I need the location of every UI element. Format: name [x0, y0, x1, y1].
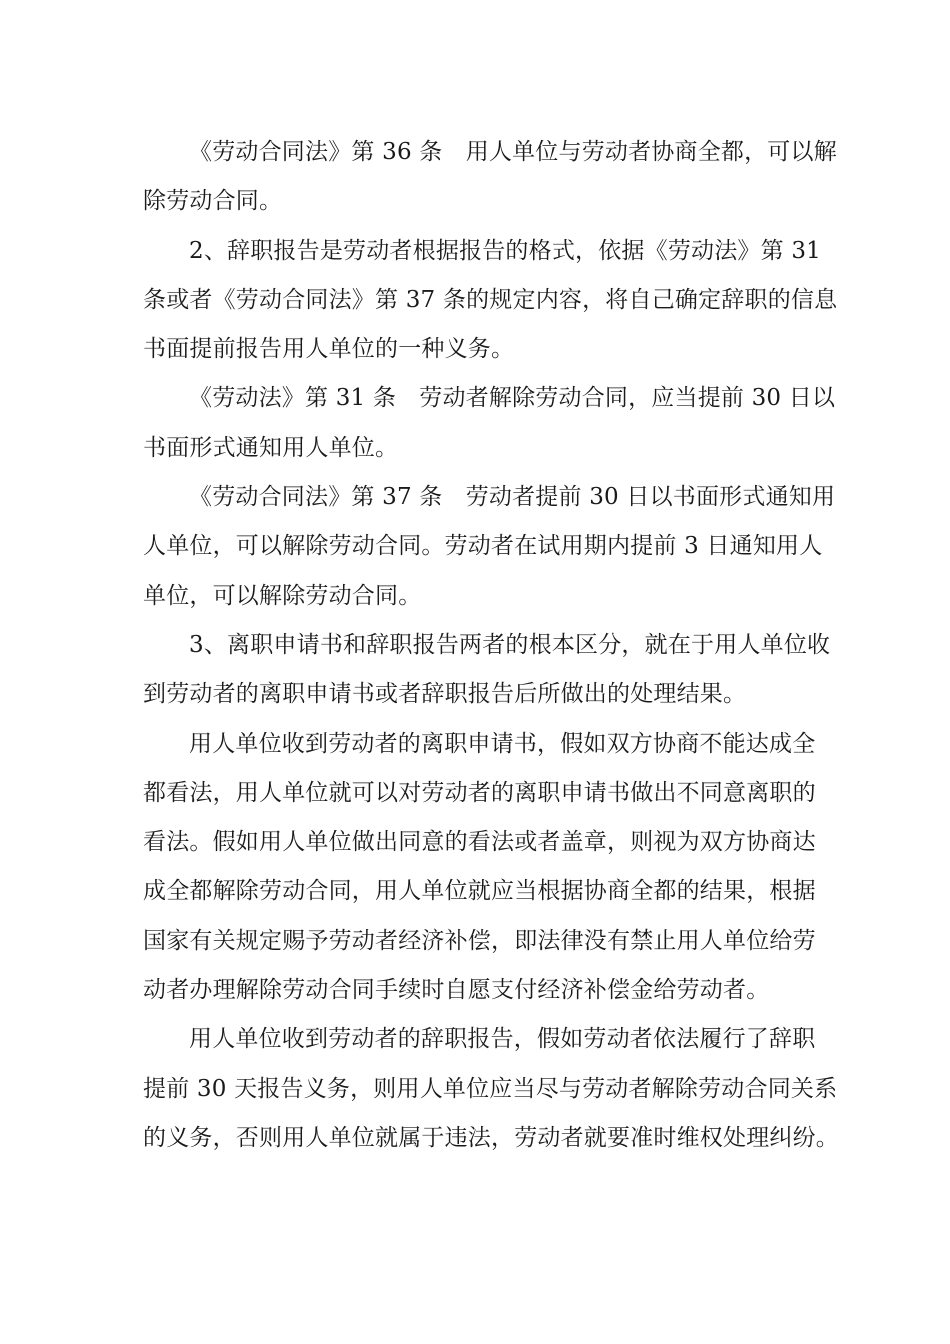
- text-line: 书面形式通知用人单位。: [143, 434, 399, 461]
- text-line: 的义务，否则用人单位就属于违法，劳动者就要准时维权处理纠纷。: [143, 1124, 839, 1151]
- text-line: 国家有关规定赐予劳动者经济补偿，即法律没有禁止用人单位给劳: [143, 927, 816, 954]
- text-line: 《劳动合同法》第 36 条 用人单位与劳动者协商全都，可以解: [189, 139, 837, 165]
- paragraph-labor-law-31: [143, 374, 836, 473]
- paragraph-article-36: [143, 128, 837, 227]
- text-line: 条或者《劳动合同法》第 37 条的规定内容，将自己确定辞职的信息: [143, 286, 838, 313]
- text-line: 成全都解除劳动合同，用人单位就应当根据协商全都的结果，根据: [143, 878, 816, 905]
- text-line: 《劳动法》第 31 条 劳动者解除劳动合同，应当提前 30 日以: [189, 385, 836, 412]
- text-line: 提前 30 天报告义务，则用人单位应当尽与劳动者解除劳动合同关系: [143, 1075, 838, 1102]
- document-body: [143, 128, 839, 1163]
- text-line: 都看法，用人单位就可以对劳动者的离职申请书做出不同意离职的: [143, 779, 816, 806]
- text-line: 看法。假如用人单位做出同意的看法或者盖章，则视为双方协商达: [143, 829, 816, 856]
- paragraph-resignation-report: [143, 227, 838, 375]
- text-line: 到劳动者的离职申请书或者辞职报告后所做出的处理结果。: [143, 681, 747, 708]
- text-line: 书面提前报告用人单位的一种义务。: [143, 336, 515, 363]
- text-line: 单位，可以解除劳动合同。: [143, 582, 422, 609]
- text-line: 用人单位收到劳动者的辞职报告，假如劳动者依法履行了辞职: [189, 1026, 816, 1053]
- text-line: 用人单位收到劳动者的离职申请书，假如双方协商不能达成全: [189, 730, 816, 757]
- paragraph-application-handling: [143, 720, 823, 1016]
- text-line: 《劳动合同法》第 37 条 劳动者提前 30 日以书面形式通知用: [189, 484, 836, 511]
- paragraph-report-handling: [143, 1015, 839, 1163]
- text-line: 人单位，可以解除劳动合同。劳动者在试用期内提前 3 日通知用人: [143, 533, 823, 560]
- paragraph-difference: [143, 621, 831, 720]
- text-line: 2、辞职报告是劳动者根据报告的格式，依据《劳动法》第 31: [189, 237, 822, 264]
- paragraph-contract-law-37: [143, 473, 836, 621]
- text-line: 除劳动合同。: [143, 188, 283, 215]
- text-line: 3、离职申请书和辞职报告两者的根本区分，就在于用人单位收: [189, 631, 831, 658]
- text-line: 动者办理解除劳动合同手续时自愿支付经济补偿金给劳动者。: [143, 977, 770, 1004]
